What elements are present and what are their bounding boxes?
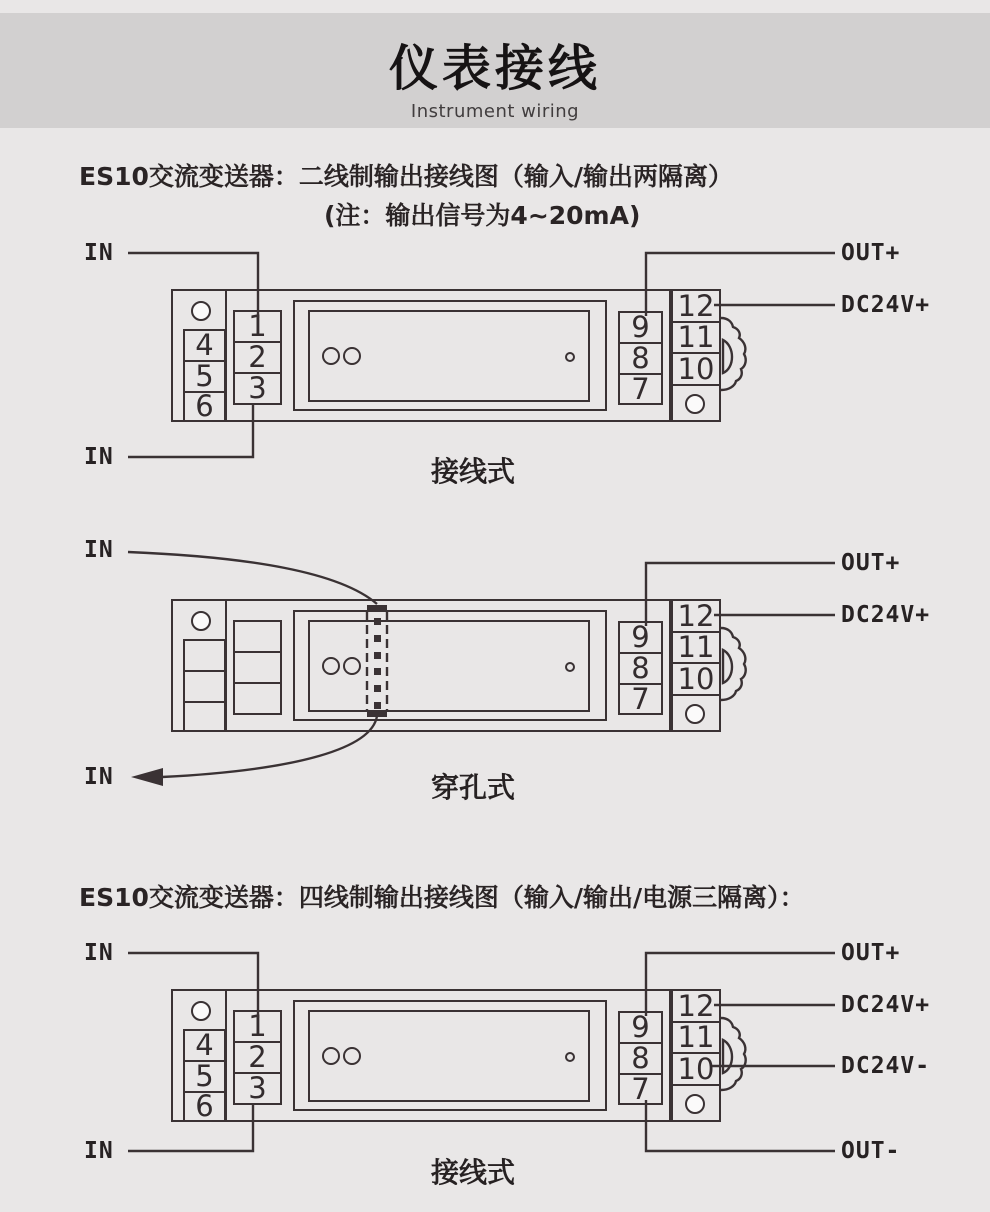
face-dot-circle	[565, 662, 575, 672]
terminal-cell-6: 6	[183, 1091, 226, 1122]
through-hole-dash	[374, 652, 381, 659]
through-hole-dash	[374, 685, 381, 692]
header-band	[0, 13, 990, 128]
terminal-cell-9: 9	[618, 1011, 663, 1044]
mounting-hole-circle	[191, 611, 211, 631]
din-clip	[721, 1018, 746, 1090]
terminal-cell-blank	[183, 639, 226, 672]
terminal-cell-3: 3	[233, 1072, 282, 1105]
label-in-bottom: IN	[84, 1138, 114, 1164]
din-clip	[721, 318, 746, 390]
terminal-cell-7: 7	[618, 683, 663, 715]
through-hole-dash	[374, 702, 381, 709]
terminal-cell-3: 3	[233, 372, 282, 405]
through-hole-dash	[374, 618, 381, 625]
terminal-cell-12: 12	[671, 599, 721, 633]
through-hole-bottom-cap	[367, 711, 387, 717]
terminal-cell-9: 9	[618, 311, 663, 344]
face-led-circle	[343, 657, 361, 675]
caption-wiring-type: 接线式	[430, 455, 515, 488]
section-2-title: ES10交流变送器：四线制输出接线图（输入/输出/电源三隔离）：	[79, 883, 805, 912]
terminal-cell-12: 12	[671, 989, 721, 1023]
terminal-cell-11: 11	[671, 1021, 721, 1054]
label-dc24v-minus: DC24V-	[841, 1053, 931, 1079]
terminal-cell-8: 8	[618, 1042, 663, 1075]
din-clip	[721, 628, 746, 700]
label-dc24v-plus: DC24V+	[841, 992, 931, 1018]
terminal-cell-11: 11	[671, 631, 721, 664]
terminal-cell-5: 5	[183, 360, 226, 393]
page-subtitle: Instrument wiring	[410, 101, 580, 122]
terminal-cell-10: 10	[671, 352, 721, 386]
through-hole-top-cap	[367, 605, 387, 611]
through-hole-dash	[374, 635, 381, 642]
terminal-cell-2: 2	[233, 1041, 282, 1074]
terminal-cell-blank	[183, 670, 226, 703]
terminal-cell-8: 8	[618, 652, 663, 685]
face-led-circle	[343, 347, 361, 365]
label-in-top: IN	[84, 240, 114, 266]
terminal-cell-7: 7	[618, 373, 663, 405]
label-out-plus: OUT+	[841, 550, 901, 576]
through-hole-dash	[374, 668, 381, 675]
face-dot-circle	[565, 352, 575, 362]
label-out-minus: OUT-	[841, 1138, 901, 1164]
terminal-cell-10: 10	[671, 662, 721, 696]
label-in-bottom: IN	[84, 764, 114, 790]
terminal-cell-8: 8	[618, 342, 663, 375]
section-1-note: (注：输出信号为4~20mA)	[324, 201, 641, 230]
terminal-cell-blank	[233, 682, 282, 715]
terminal-cell-1: 1	[233, 1010, 282, 1043]
label-out-plus: OUT+	[841, 240, 901, 266]
label-out-plus: OUT+	[841, 940, 901, 966]
terminal-cell-4: 4	[183, 1029, 226, 1062]
mounting-hole-circle	[191, 301, 211, 321]
arrowhead-in-bottom	[131, 768, 163, 786]
section-1-title: ES10交流变送器：二线制输出接线图（输入/输出两隔离）	[79, 162, 734, 191]
face-led-circle	[322, 1047, 340, 1065]
caption-wiring-type: 接线式	[430, 1156, 515, 1189]
terminal-cell-blank	[233, 620, 282, 653]
face-led-circle	[322, 657, 340, 675]
mounting-hole-circle	[685, 394, 705, 414]
label-in-bottom: IN	[84, 444, 114, 470]
terminal-cell-10: 10	[671, 1052, 721, 1086]
mounting-hole-circle	[191, 1001, 211, 1021]
page-title: 仪表接线	[388, 40, 601, 97]
terminal-cell-7: 7	[618, 1073, 663, 1105]
mounting-hole-circle	[685, 704, 705, 724]
terminal-cell-2: 2	[233, 341, 282, 374]
label-dc24v-plus: DC24V+	[841, 292, 931, 318]
face-led-circle	[322, 347, 340, 365]
terminal-cell-1: 1	[233, 310, 282, 343]
wire-in-top-curve	[128, 552, 377, 604]
terminal-cell-blank	[233, 651, 282, 684]
terminal-cell-blank	[183, 701, 226, 732]
face-led-circle	[343, 1047, 361, 1065]
label-in-top: IN	[84, 537, 114, 563]
terminal-cell-11: 11	[671, 321, 721, 354]
terminal-cell-6: 6	[183, 391, 226, 422]
mounting-hole-circle	[685, 1094, 705, 1114]
caption-wiring-type: 穿孔式	[430, 771, 515, 804]
terminal-cell-9: 9	[618, 621, 663, 654]
face-dot-circle	[565, 1052, 575, 1062]
terminal-cell-4: 4	[183, 329, 226, 362]
label-dc24v-plus: DC24V+	[841, 602, 931, 628]
terminal-cell-5: 5	[183, 1060, 226, 1093]
label-in-top: IN	[84, 940, 114, 966]
terminal-cell-12: 12	[671, 289, 721, 323]
